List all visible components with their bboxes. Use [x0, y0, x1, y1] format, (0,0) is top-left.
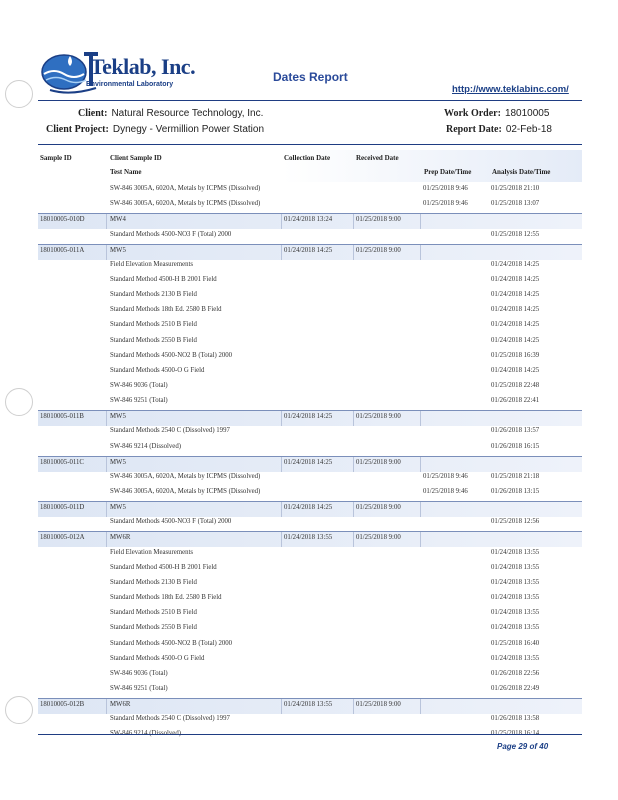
cell-divider	[281, 411, 282, 426]
test-name-cell: Standard Methods 2130 B Field	[110, 291, 197, 298]
project-value: Dynegy - Vermillion Power Station	[112, 124, 265, 135]
received-date-cell: 01/25/2018 9:00	[356, 458, 401, 466]
client-sample-id-cell: MW6R	[110, 534, 131, 542]
test-row	[38, 425, 582, 440]
cell-divider	[420, 532, 421, 547]
client-sample-id-cell: MW6R	[110, 701, 131, 709]
prep-date-cell: 01/25/2018 9:46	[423, 200, 468, 208]
report-date-line	[446, 124, 552, 135]
test-name-cell: Standard Methods 2540 C (Dissolved) 1997	[110, 427, 230, 435]
test-row	[38, 365, 582, 380]
cell-divider	[420, 245, 421, 260]
test-row	[38, 304, 582, 319]
analysis-date-cell: 01/26/2018 16:15	[491, 442, 540, 450]
analysis-date-cell: 01/25/2018 16:39	[491, 351, 540, 359]
cell-divider	[353, 411, 354, 426]
test-name-cell: Standard Methods 2510 B Field	[110, 321, 197, 329]
test-name-cell: SW-846 9214 (Dissolved)	[110, 442, 181, 450]
test-name-cell: Standard Methods 2550 B Field	[110, 336, 197, 344]
test-name-cell: Standard Methods 4500-NO3 F (Total) 2000	[110, 518, 232, 526]
client-label: Client:	[78, 108, 108, 119]
analysis-date-cell: 01/25/2018 22:48	[491, 381, 540, 389]
test-name-cell: SW-846 3005A, 6020A, Metals by ICPMS (Dissolved)	[110, 488, 261, 495]
sample-row	[38, 410, 582, 426]
punch-hole	[5, 388, 33, 416]
sample-row	[38, 456, 582, 472]
analysis-date-cell: 01/25/2018 12:55	[491, 230, 540, 238]
cell-divider	[353, 245, 354, 260]
analysis-date-cell: 01/24/2018 14:25	[491, 306, 540, 314]
cell-divider	[106, 532, 107, 547]
collection-date-cell: 01/24/2018 14:25	[284, 413, 333, 421]
test-name-cell: Standard Methods 4500-O G Field	[110, 654, 205, 662]
cell-divider	[353, 532, 354, 547]
sample-id-cell: 18010005-012A	[40, 534, 85, 542]
col-received-date: Received Date	[356, 154, 399, 162]
test-name-cell: Field Elevation Measurements	[110, 260, 194, 268]
sample-id-cell: 18010005-011B	[40, 413, 84, 421]
test-row	[38, 274, 582, 289]
cell-divider	[353, 699, 354, 714]
test-name-cell: Standard Method 4500-H B 2001 Field	[110, 563, 217, 571]
collection-date-cell: 01/24/2018 13:24	[284, 216, 333, 224]
sample-id-cell: 18010005-011A	[40, 246, 85, 254]
col-prep-date: Prep Date/Time	[424, 168, 472, 176]
analysis-date-cell: 01/26/2018 13:58	[491, 715, 540, 723]
received-date-cell: 01/25/2018 9:00	[356, 504, 401, 512]
col-collection-date: Collection Date	[284, 154, 331, 162]
client-sample-id-cell: MW5	[110, 504, 126, 512]
sample-row	[38, 213, 582, 229]
sample-row	[38, 501, 582, 517]
report-date-value: 02-Feb-18	[505, 124, 552, 135]
work-order-label: Work Order:	[444, 108, 501, 119]
test-name-cell: SW-846 9251 (Total)	[110, 684, 168, 692]
analysis-date-cell: 01/24/2018 13:55	[491, 609, 540, 617]
project-line	[46, 124, 264, 135]
collection-date-cell: 01/24/2018 14:25	[284, 246, 333, 254]
cell-divider	[353, 214, 354, 229]
test-name-cell: Standard Methods 18th Ed. 2580 B Field	[110, 306, 222, 314]
test-row	[38, 441, 582, 456]
report-title: Dates Report	[273, 70, 348, 84]
header-divider	[38, 100, 582, 101]
analysis-date-cell: 01/26/2018 22:49	[491, 684, 540, 692]
client-sample-id-cell: MW5	[110, 458, 126, 466]
collection-date-cell: 01/24/2018 13:55	[284, 701, 333, 709]
col-analysis-date: Analysis Date/Time	[492, 168, 551, 176]
prep-date-cell: 01/25/2018 9:46	[423, 488, 468, 495]
test-row	[38, 668, 582, 683]
cell-divider	[420, 699, 421, 714]
test-row	[38, 622, 582, 637]
test-name-cell: Standard Methods 4500-NO3 F (Total) 2000	[110, 230, 232, 238]
prep-date-cell: 01/25/2018 9:46	[423, 185, 468, 192]
analysis-date-cell: 01/24/2018 13:55	[491, 563, 540, 571]
received-date-cell: 01/25/2018 9:00	[356, 216, 401, 224]
analysis-date-cell: 01/24/2018 13:55	[491, 548, 540, 556]
test-row	[38, 577, 582, 592]
test-name-cell: Standard Methods 2540 C (Dissolved) 1997	[110, 715, 230, 723]
sample-row	[38, 698, 582, 714]
test-row	[38, 683, 582, 698]
project-label: Client Project:	[46, 124, 109, 135]
sample-id-cell: 18010005-011D	[40, 504, 85, 512]
sample-row	[38, 531, 582, 547]
cell-divider	[281, 532, 282, 547]
cell-divider	[420, 502, 421, 517]
col-test-name: Test Name	[110, 168, 142, 176]
cell-divider	[106, 502, 107, 517]
cell-divider	[106, 245, 107, 260]
cell-divider	[106, 457, 107, 472]
received-date-cell: 01/25/2018 9:00	[356, 413, 401, 421]
test-name-cell: Standard Methods 18th Ed. 2580 B Field	[110, 594, 222, 601]
analysis-date-cell: 01/24/2018 13:55	[491, 578, 540, 586]
test-name-cell: SW-846 9036 (Total)	[110, 381, 168, 389]
test-name-cell: Standard Methods 2510 B Field	[110, 609, 197, 617]
prep-date-cell: 01/25/2018 9:46	[423, 472, 468, 480]
test-row	[38, 486, 582, 501]
cell-divider	[281, 502, 282, 517]
client-sample-id-cell: MW5	[110, 246, 126, 254]
test-row	[38, 380, 582, 395]
punch-hole	[5, 80, 33, 108]
test-name-cell: SW-846 3005A, 6020A, Metals by ICPMS (Dissolved)	[110, 185, 261, 192]
analysis-date-cell: 01/25/2018 16:40	[491, 639, 540, 647]
analysis-date-cell: 01/26/2018 13:57	[491, 427, 540, 435]
test-row	[38, 289, 582, 304]
company-logo	[40, 50, 200, 96]
analysis-date-cell: 01/26/2018 22:56	[491, 669, 540, 677]
cell-divider	[106, 699, 107, 714]
cell-divider	[281, 245, 282, 260]
test-name-cell: Standard Methods 4500-O G Field	[110, 366, 205, 374]
test-row	[38, 592, 582, 607]
test-name-cell: SW-846 9214 (Dissolved)	[110, 730, 181, 738]
test-name-cell: Standard Methods 2130 B Field	[110, 578, 197, 586]
test-name-cell: SW-846 3005A, 6020A, Metals by ICPMS (Dissolved)	[110, 200, 261, 208]
test-row	[38, 259, 582, 274]
analysis-date-cell: 01/24/2018 13:55	[491, 624, 540, 632]
test-name-cell: SW-846 9251 (Total)	[110, 397, 168, 405]
analysis-date-cell: 01/26/2018 22:41	[491, 397, 540, 405]
test-row	[38, 198, 582, 213]
sample-id-cell: 18010005-010D	[40, 216, 85, 224]
client-line	[78, 108, 263, 119]
test-row	[38, 319, 582, 334]
cell-divider	[106, 214, 107, 229]
sample-row	[38, 244, 582, 260]
col-client-sample-id: Client Sample ID	[110, 154, 162, 162]
cell-divider	[353, 457, 354, 472]
received-date-cell: 01/25/2018 9:00	[356, 701, 401, 709]
analysis-date-cell: 01/24/2018 14:25	[491, 366, 540, 374]
test-name-cell: SW-846 9036 (Total)	[110, 669, 168, 677]
footer-divider	[38, 734, 582, 735]
website-link[interactable]: http://www.teklabinc.com/	[452, 84, 569, 95]
analysis-date-cell: 01/24/2018 13:55	[491, 594, 540, 601]
analysis-date-cell: 01/25/2018 12:56	[491, 518, 540, 526]
cell-divider	[420, 457, 421, 472]
test-name-cell: Field Elevation Measurements	[110, 548, 194, 556]
info-divider	[38, 144, 582, 145]
test-name-cell: Standard Methods 4500-NO2 B (Total) 2000	[110, 639, 233, 647]
test-name-cell: SW-846 3005A, 6020A, Metals by ICPMS (Dissolved)	[110, 472, 261, 480]
test-row	[38, 607, 582, 622]
sample-id-cell: 18010005-012B	[40, 701, 85, 709]
collection-date-cell: 01/24/2018 14:25	[284, 504, 333, 512]
analysis-date-cell: 01/25/2018 13:07	[491, 200, 540, 208]
test-row	[38, 350, 582, 365]
cell-divider	[353, 502, 354, 517]
report-date-label: Report Date:	[446, 124, 502, 135]
received-date-cell: 01/25/2018 9:00	[356, 534, 401, 542]
client-sample-id-cell: MW5	[110, 413, 126, 421]
test-row	[38, 229, 582, 244]
analysis-date-cell: 01/26/2018 13:15	[491, 488, 540, 495]
test-row	[38, 395, 582, 410]
work-order-value: 18010005	[504, 108, 550, 119]
test-name-cell: Standard Method 4500-H B 2001 Field	[110, 275, 217, 283]
test-row	[38, 547, 582, 562]
cell-divider	[281, 457, 282, 472]
test-row	[38, 638, 582, 653]
test-row	[38, 516, 582, 531]
analysis-date-cell: 01/24/2018 13:55	[491, 654, 540, 662]
collection-date-cell: 01/24/2018 13:55	[284, 534, 333, 542]
test-row	[38, 562, 582, 577]
test-name-cell: Standard Methods 4500-NO2 B (Total) 2000	[110, 351, 233, 359]
punch-hole	[5, 696, 33, 724]
sample-id-cell: 18010005-011C	[40, 458, 84, 466]
analysis-date-cell: 01/24/2018 14:25	[491, 260, 540, 268]
col-sample-id: Sample ID	[40, 154, 72, 162]
test-name-cell: Standard Methods 2550 B Field	[110, 624, 197, 632]
cell-divider	[420, 411, 421, 426]
analysis-date-cell: 01/25/2018 21:18	[491, 472, 540, 480]
test-row	[38, 713, 582, 728]
test-row	[38, 183, 582, 198]
client-sample-id-cell: MW4	[110, 216, 126, 224]
client-value: Natural Resource Technology, Inc.	[111, 108, 264, 119]
analysis-date-cell: 01/24/2018 14:25	[491, 291, 540, 298]
work-order-line	[444, 108, 549, 119]
cell-divider	[106, 411, 107, 426]
analysis-date-cell: 01/24/2018 14:25	[491, 275, 540, 283]
test-row	[38, 471, 582, 486]
cell-divider	[281, 699, 282, 714]
cell-divider	[281, 214, 282, 229]
analysis-date-cell: 01/25/2018 21:10	[491, 185, 540, 192]
received-date-cell: 01/25/2018 9:00	[356, 246, 401, 254]
collection-date-cell: 01/24/2018 14:25	[284, 458, 333, 466]
test-row	[38, 335, 582, 350]
company-subtitle: Environmental Laboratory	[86, 81, 174, 88]
analysis-date-cell: 01/24/2018 14:25	[491, 336, 540, 344]
cell-divider	[420, 214, 421, 229]
analysis-date-cell: 01/25/2018 16:14	[491, 730, 540, 738]
page-number: Page 29 of 40	[497, 742, 549, 751]
company-name: Teklab, Inc.	[90, 54, 196, 79]
analysis-date-cell: 01/24/2018 14:25	[491, 321, 540, 329]
test-row	[38, 653, 582, 668]
